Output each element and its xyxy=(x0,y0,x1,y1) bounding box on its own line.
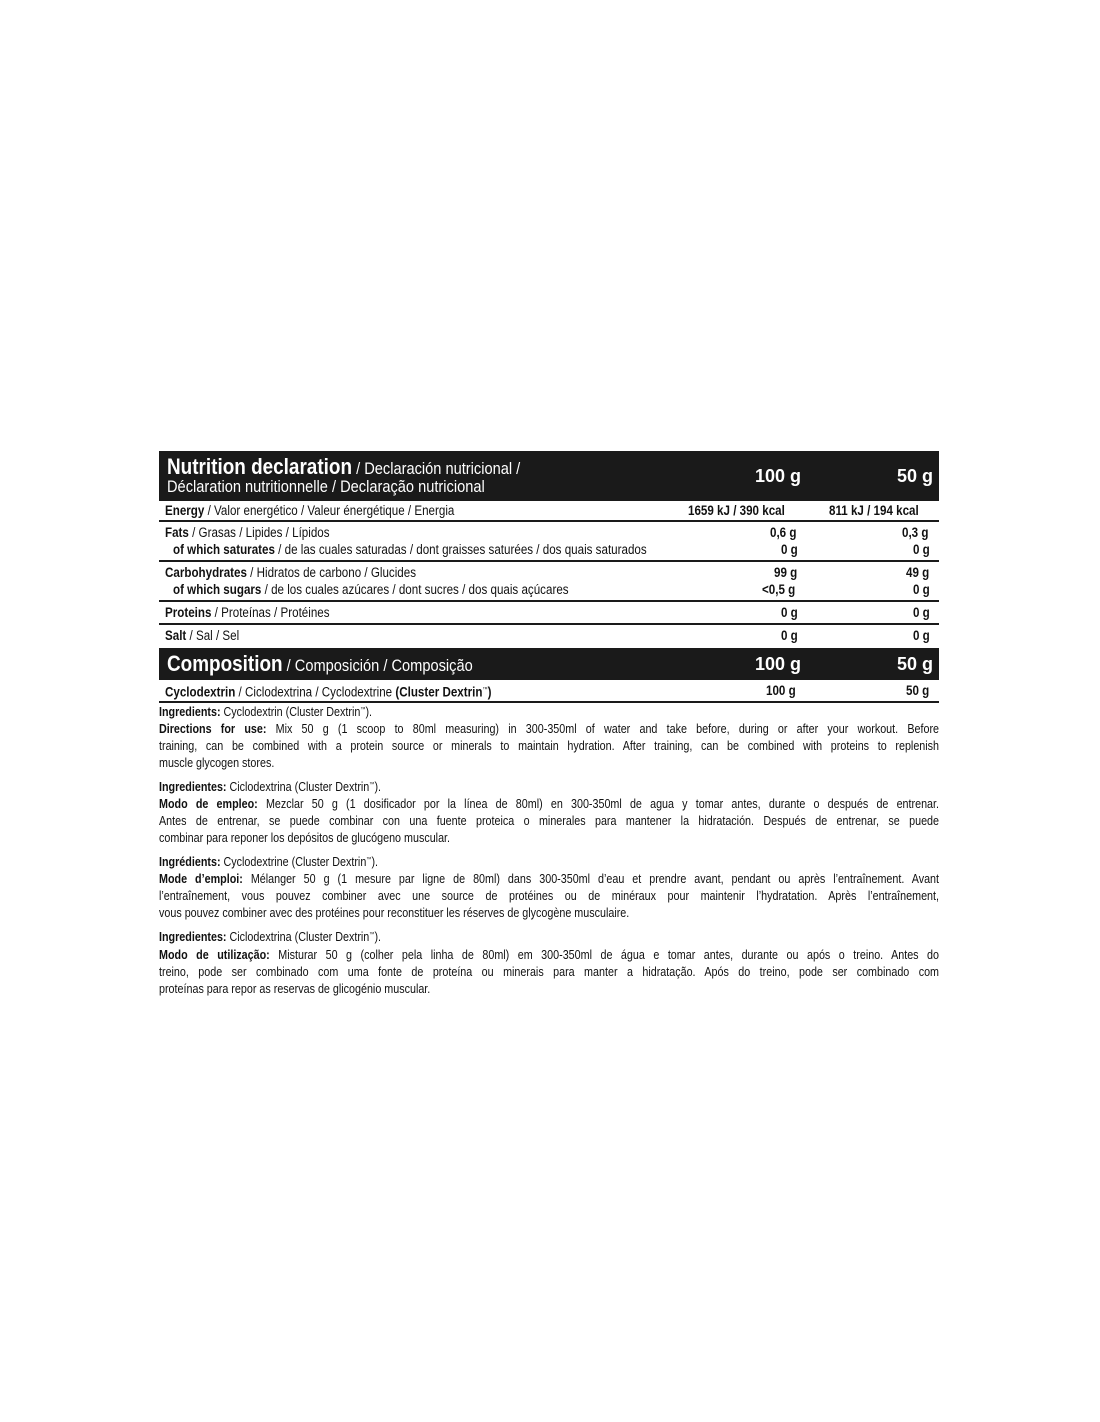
fats-group xyxy=(159,522,939,562)
energy-group xyxy=(159,501,939,522)
table-row: Energy / Valor energético / Valeur énergétique / Energia 1659 kJ / 390 kcal 811 kJ / 194 kcal xyxy=(159,501,939,520)
value-100g: 0 g xyxy=(781,542,799,557)
value-100g: 1659 kJ / 390 kcal xyxy=(688,503,786,518)
table-row: Cyclodextrin / Ciclodextrina / Cyclodextrine (Cluster Dextrin™) 100 g 50 g xyxy=(159,682,939,699)
paragraph-portuguese: Ingredientes: Ciclodextrina (Cluster Dextrin™). Modo de utilização: Misturar 50 g (colher pela linha de 80ml) em 300-350ml de água e tomar antes, durante ou após o treino. Antes do treino, pode ser combinado com uma fonte de proteína ou minerais para manter a hidratação. Após do treino, pode ser combinado com proteínas para repor as reservas de glicogénio muscular. xyxy=(159,930,940,996)
nutrition-header xyxy=(159,451,939,501)
nutrition-label xyxy=(159,451,939,703)
table-row: Carbohydrates / Hidratos de carbono / Glucides 99 g 49 g xyxy=(159,564,939,581)
column-header-100g: 100 g xyxy=(754,466,801,486)
proteins-group xyxy=(159,602,939,625)
value-100g: 99 g xyxy=(773,565,798,580)
value-50g: 49 g xyxy=(905,565,930,580)
value-50g: 50 g xyxy=(905,683,930,698)
value-100g: 100 g xyxy=(766,683,797,698)
composition-header xyxy=(159,648,939,680)
carbohydrates-group xyxy=(159,562,939,602)
value-100g: 0 g xyxy=(781,628,799,643)
table-row: Salt / Sal / Sel 0 g 0 g xyxy=(159,627,939,644)
value-50g: 0 g xyxy=(913,542,931,557)
table-row: Fats / Grasas / Lipides / Lípidos 0,6 g 0,3 g xyxy=(159,524,939,541)
table-row: of which sugars / de los cuales azúcares / dont sucres / dos quais açúcares <0,5 g 0 g xyxy=(159,581,939,598)
value-50g: 0 g xyxy=(913,582,931,597)
composition-title: Composition / Composición / Composição xyxy=(167,651,473,676)
paragraph-english: Ingredients: Cyclodextrin (Cluster Dextrin™). Directions for use: Mix 50 g (1 scoop to 80ml measuring) in 300-350ml of water and take before, during or after your workout. Before training, can be combined with a protein source or minerals to maintain hydration. After training, can be combined with proteins to replenish muscle glycogen stores. xyxy=(159,705,940,771)
value-100g: 0,6 g xyxy=(770,525,797,540)
value-50g: 0,3 g xyxy=(902,525,929,540)
nutrition-title-line2: Déclaration nutritionnelle / Declaração nutricional xyxy=(167,477,485,496)
paragraph-french: Ingrédients: Cyclodextrine (Cluster Dextrin™). Mode d’emploi: Mélanger 50 g (1 mesure par ligne de 80ml) dans 300-350ml d’eau et prendre avant, pendant ou après l’entraînement. Avant l’entraînement, vous pouvez combiner avec une source de protéines ou de minéraux pour maintenir l’hydratation. Après l’entraînement, vous pouvez combiner avec des protéines pour reconstituer les réserves de glycogène musculaire. xyxy=(159,855,940,921)
directions-text xyxy=(159,702,939,1003)
nutrition-title: Nutrition declaration / Declaración nutricional / xyxy=(167,454,521,479)
composition-column-50g: 50 g xyxy=(896,654,933,674)
composition-column-100g: 100 g xyxy=(754,654,801,674)
column-header-50g: 50 g xyxy=(896,466,933,486)
salt-group xyxy=(159,625,939,644)
paragraph-spanish: Ingredientes: Ciclodextrina (Cluster Dextrin™). Modo de empleo: Mezclar 50 g (1 dosificador por la línea de 80ml) en 300-350ml de agua y tomar antes, durante o después de entrenar. Antes de entrenar, se puede combinar con una fuente proteica o minerales para mantener la hidratación. Después de entrenar, se puede combinar para reponer los depósitos de glucógeno muscular. xyxy=(159,780,940,846)
value-50g: 0 g xyxy=(913,628,931,643)
value-50g: 811 kJ / 194 kcal xyxy=(828,503,919,518)
table-row: of which saturates / de las cuales saturadas / dont graisses saturées / dos quais saturados 0 g 0 g xyxy=(159,541,939,558)
value-100g: 0 g xyxy=(781,605,799,620)
table-row: Proteins / Proteínas / Protéines 0 g 0 g xyxy=(159,604,939,621)
value-50g: 0 g xyxy=(913,605,931,620)
value-100g: <0,5 g xyxy=(762,582,796,597)
composition-group xyxy=(159,680,939,703)
